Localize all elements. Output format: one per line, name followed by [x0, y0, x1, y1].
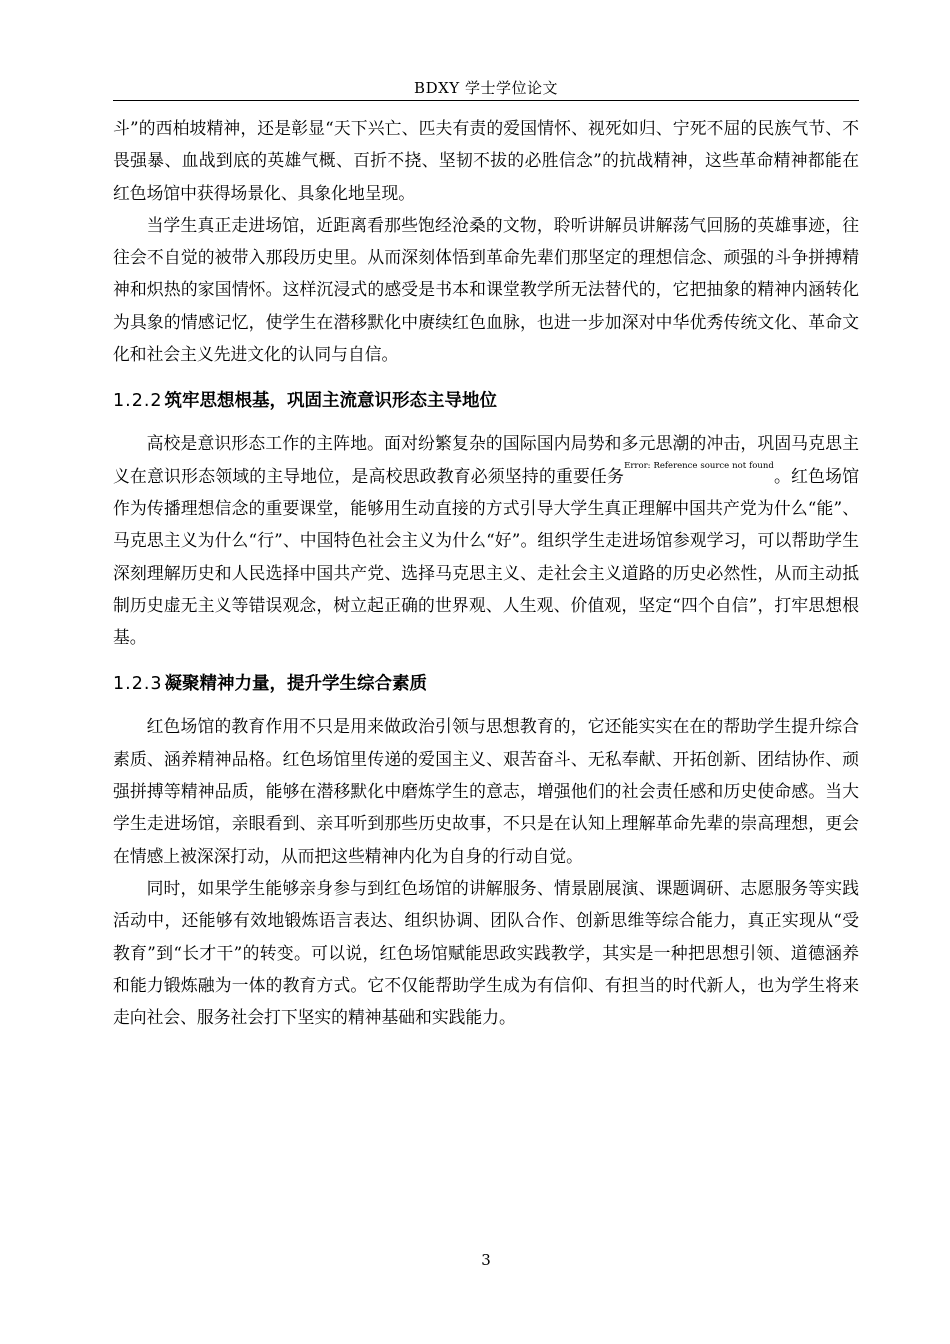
- section-title: 凝聚精神力量，提升学生综合素质: [164, 674, 428, 695]
- paragraph-text: 。红色场馆作为传播理想信念的重要课堂，能够用生动直接的方式引导大学生真正理解中国共产党为什么“能”、马克思主义为什么“行”、中国特色社会主义为什么“好”。组织学生走进场馆参观学习，可以帮助学生深刻理解历史和人民选择中国共产党、选择马克思主义、走社会主义道路的历史必然性，从而主动抵制历史虚无主义等错误观念，树立起正确的世界观、人生观、价值观，坚定“四个自信”，打牢思想根基。: [113, 465, 859, 648]
- document-body: [113, 112, 859, 1033]
- header-divider: [113, 100, 859, 101]
- page-header-title: BDXY 学士学位论文: [414, 79, 558, 97]
- section-heading-1-2-3: [113, 670, 859, 698]
- paragraph-immersion: 当学生真正走进场馆，近距离看那些饱经沧桑的文物，聆听讲解员讲解荡气回肠的英雄事迹，往往会不自觉的被带入那段历史里。从而深刻体悟到革命先辈们那坚定的理想信念、顽强的斗争拼搏精神和炽热的家国情怀。这样沉浸式的感受是书本和课堂教学所无法替代的，它把抽象的精神内涵转化为具象的情感记忆，使学生在潜移默化中赓续红色血脉，也进一步加深对中华优秀传统文化、革命文化和社会主义先进文化的认同与自信。: [113, 214, 859, 365]
- paragraph-quality: 红色场馆的教育作用不只是用来做政治引领与思想教育的，它还能实实在在的帮助学生提升综合素质、涵养精神品格。红色场馆里传递的爱国主义、艰苦奋斗、无私奉献、开拓创新、团结协作、顽强拼搏等精神品质，能够在潜移默化中磨炼学生的意志，增强他们的社会责任感和历史使命感。当大学生走进场馆，亲眼看到、亲耳听到那些历史故事，不只是在认知上理解革命先辈的崇高理想，更会在情感上被深深打动，从而把这些精神内化为自身的行动自觉。: [113, 716, 859, 866]
- section-title: 筑牢思想根基，巩固主流意识形态主导地位: [164, 391, 498, 412]
- paragraph-ideology: [113, 427, 859, 653]
- page-number: 3: [481, 1251, 491, 1269]
- reference-error-superscript: Error: Reference source not found: [624, 460, 774, 471]
- paragraph-text: 高校是意识形态工作的主阵地。面对纷繁复杂的国际国内局势和多元思潮的冲击，巩固马克思主义在意识形态领域的主导地位，是高校思政教育必须坚持的重要任务: [113, 433, 859, 486]
- section-number: 1.2.3: [113, 674, 163, 695]
- paragraph-continuation: 斗”的西柏坡精神，还是彰显“天下兴亡、匹夫有责的爱国情怀、视死如归、宁死不屈的民族气节、不畏强暴、血战到底的英雄气概、百折不挠、坚韧不拔的必胜信念”的抗战精神，这些革命精神都能在红色场馆中获得场景化、具象化地呈现。: [113, 118, 859, 203]
- section-number: 1.2.2: [113, 391, 163, 412]
- section-heading-1-2-2: [113, 387, 859, 415]
- paragraph-practice: 同时，如果学生能够亲身参与到红色场馆的讲解服务、情景剧展演、课题调研、志愿服务等实践活动中，还能够有效地锻炼语言表达、组织协调、团队合作、创新思维等综合能力，真正实现从“受教育”到“长才干”的转变。可以说，红色场馆赋能思政实践教学，其实是一种把思想引领、道德涵养和能力锻炼融为一体的教育方式。它不仅能帮助学生成为有信仰、有担当的时代新人，也为学生将来走向社会、服务社会打下坚实的精神基础和实践能力。: [113, 877, 859, 1028]
